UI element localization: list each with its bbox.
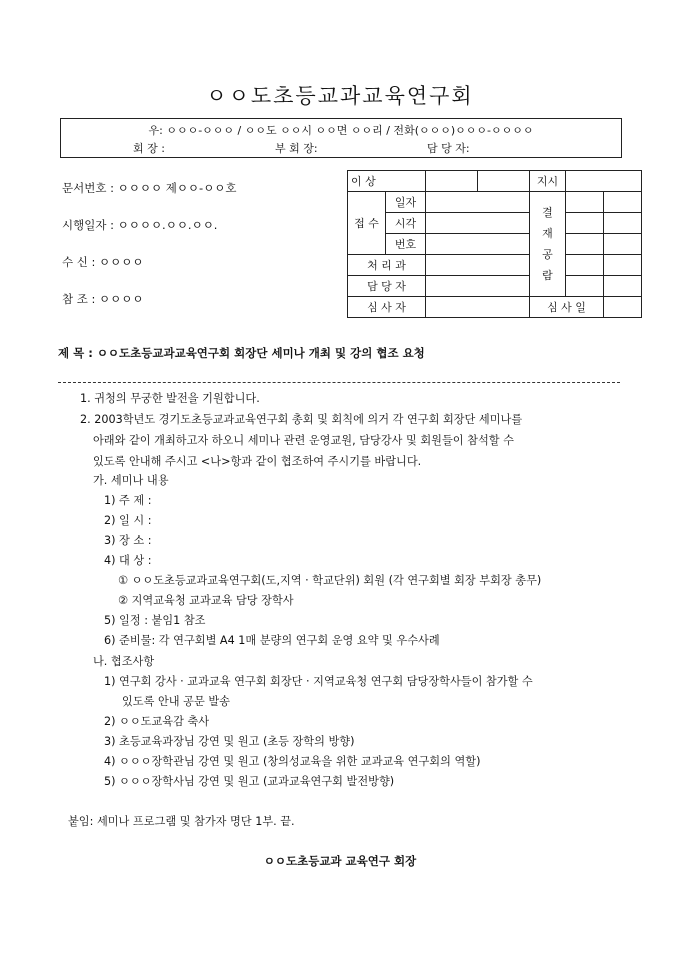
receipt-label: 접 수 — [348, 192, 386, 255]
section-na-heading: 나. 협조사항 — [93, 655, 155, 668]
approval-circulation-label: 결 재 공 람 — [530, 192, 566, 297]
document-title: ㅇㅇ도초등교과교육연구회 — [206, 84, 474, 108]
ga-item-5: 5) 일정 : 붙임1 참조 — [104, 614, 206, 627]
address-box — [60, 118, 622, 158]
na-item-3: 3) 초등교육과장님 강연 및 원고 (초등 장학의 방향) — [104, 735, 355, 748]
doc-number: 문서번호 : ㅇㅇㅇㅇ 제ㅇㅇ-ㅇㅇ호 — [62, 181, 237, 195]
recipient: 수 신 : ㅇㅇㅇㅇ — [62, 255, 144, 269]
manager-cell-label: 담 당 자 — [348, 276, 426, 297]
body-line-2: 2. 2003학년도 경기도초등교과교육연구회 총회 및 회칙에 의거 각 연구회 회장단 세미나를 — [80, 413, 523, 426]
reviewer-label: 심 사 자 — [348, 297, 426, 318]
ga-item-4-sub-1: ① ㅇㅇ도초등교과교육연구회(도,지역 · 학교단위) 회원 (각 연구회별 회장 부회장 총무) — [118, 574, 542, 587]
na-item-5: 5) ㅇㅇㅇ장학사님 강연 및 원고 (교과교육연구회 발전방향) — [104, 775, 395, 788]
reference: 참 조 : ㅇㅇㅇㅇ — [62, 292, 144, 306]
ga-item-2: 2) 일 시 : — [104, 514, 152, 527]
manager-label: 담 당 자: — [427, 142, 470, 155]
na-item-2: 2) ㅇㅇ도교육감 축사 — [104, 715, 210, 728]
ga-item-1: 1) 주 제 : — [104, 494, 152, 507]
attachment-note: 붙임: 세미나 프로그램 및 참가자 명단 1부. 끝. — [68, 815, 295, 828]
vice-president-label: 부 회 장: — [275, 142, 318, 155]
body-line-2b: 아래와 같이 개최하고자 하오니 세미나 관련 운영교원, 담당강사 및 회원들이 참석할 수 — [93, 434, 514, 447]
na-item-1-cont: 있도록 안내 공문 발송 — [122, 695, 230, 708]
approval-table — [347, 170, 642, 318]
instruction-label: 지시 — [530, 171, 566, 192]
ga-item-4: 4) 대 상 : — [104, 554, 152, 567]
process-dept-label: 처 리 과 — [348, 255, 426, 276]
subject-line: 제 목 : ㅇㅇ도초등교과교육연구회 회장단 세미나 개최 및 강의 협조 요청 — [58, 346, 425, 360]
body-line-2c: 있도록 안내해 주시고 <나>항과 같이 협조하여 주시기를 바랍니다. — [93, 455, 422, 468]
enforcement-date: 시행일자 : ㅇㅇㅇㅇ.ㅇㅇ.ㅇㅇ. — [62, 218, 218, 232]
body-line-1: 1. 귀청의 무궁한 발전을 기원합니다. — [80, 392, 260, 405]
ga-item-3: 3) 장 소 : — [104, 534, 152, 547]
closing-signature: ㅇㅇ도초등교과 교육연구 회장 — [263, 854, 417, 868]
ga-item-6: 6) 준비물: 각 연구회별 A4 1매 분량의 연구회 운영 요약 및 우수사례 — [104, 634, 440, 647]
review-date-label: 심 사 일 — [530, 297, 604, 318]
na-item-1: 1) 연구회 강사 · 교과교육 연구회 회장단 · 지역교육청 연구회 담당장학사들이 참가할 수 — [104, 675, 533, 688]
receipt-time-label: 시각 — [386, 213, 426, 234]
receipt-number-label: 번호 — [386, 234, 426, 255]
dashed-divider — [58, 382, 620, 383]
receipt-date-label: 일자 — [386, 192, 426, 213]
prior-label: 이 상 — [348, 171, 426, 192]
section-ga-heading: 가. 세미나 내용 — [93, 474, 169, 487]
address-line: 우: ㅇㅇㅇ-ㅇㅇㅇ / ㅇㅇ도 ㅇㅇ시 ㅇㅇ면 ㅇㅇ리 / 전화(ㅇㅇㅇ)ㅇㅇㅇ-ㅇㅇㅇㅇ — [148, 124, 534, 137]
na-item-4: 4) ㅇㅇㅇ장학관님 강연 및 원고 (창의성교육을 위한 교과교육 연구회의 역할) — [104, 755, 481, 768]
ga-item-4-sub-2: ② 지역교육청 교과교육 담당 장학사 — [118, 594, 294, 607]
president-label: 회 장 : — [133, 142, 165, 155]
